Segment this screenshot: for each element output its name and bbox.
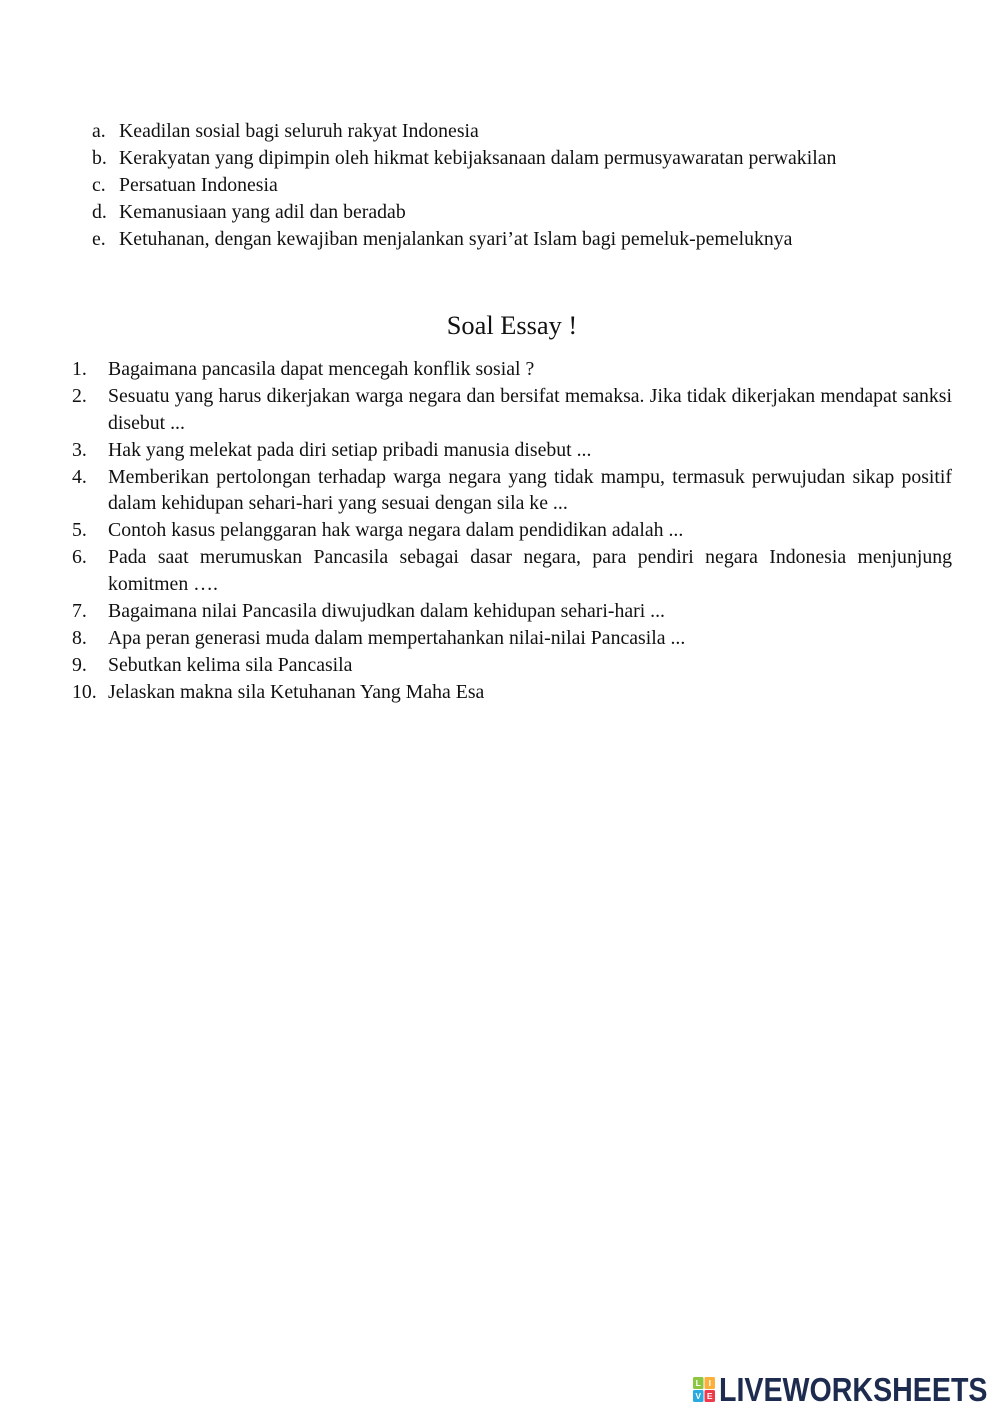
question-line: Sesuatu yang harus dikerjakan warga negara dan bersifat memaksa. Jika tidak dikerjakan mendapat sanksi [108, 384, 952, 407]
essay-question-7 [72, 598, 952, 625]
essay-question-3 [72, 437, 952, 464]
option-text: Kemanusiaan yang adil dan beradab [119, 201, 406, 223]
question-text [108, 598, 952, 625]
question-text [108, 679, 952, 706]
option-letter: e. [92, 228, 106, 250]
essay-question-10 [72, 679, 952, 706]
question-line: komitmen …. [108, 573, 218, 596]
essay-question-8 [72, 625, 952, 652]
liveworksheets-logo-icon [693, 1377, 715, 1402]
option-letter: b. [92, 147, 107, 169]
question-text [108, 437, 952, 464]
question-text [108, 652, 952, 679]
question-line: Contoh kasus pelanggaran hak warga negara dalam pendidikan adalah ... [108, 519, 684, 542]
question-number: 2. [72, 384, 87, 407]
option-text: Keadilan sosial bagi seluruh rakyat Indonesia [119, 120, 479, 142]
answer-option-e [92, 226, 836, 253]
logo-tile-letter: E [706, 1391, 713, 1401]
question-text [108, 544, 952, 598]
essay-question-4 [72, 464, 952, 518]
option-text: Kerakyatan yang dipimpin oleh hikmat kebijaksanaan dalam permusyawaratan perwakilan [119, 147, 837, 169]
question-line: Pada saat merumuskan Pancasila sebagai dasar negara, para pendiri negara Indonesia menjunjung [108, 546, 952, 569]
answer-option-b [92, 145, 836, 172]
question-text [108, 464, 952, 518]
option-letter: d. [92, 201, 107, 223]
question-text [108, 517, 952, 544]
question-line: disebut ... [108, 411, 185, 434]
question-line: Bagaimana pancasila dapat mencegah konflik sosial ? [108, 358, 535, 380]
answer-options-list [92, 118, 836, 253]
question-number: 6. [72, 546, 87, 569]
question-line: Bagaimana nilai Pancasila diwujudkan dalam kehidupan sehari-hari ... [108, 600, 665, 623]
logo-tile-letter: V [695, 1391, 702, 1401]
question-line: dalam kehidupan sehari-hari yang sesuai dengan sila ke ... [108, 492, 568, 515]
logo-tile-letter: L [695, 1378, 701, 1388]
question-number: 5. [72, 519, 87, 542]
question-line: Sebutkan kelima sila Pancasila [108, 653, 353, 676]
question-text [108, 356, 952, 383]
essay-question-5 [72, 517, 952, 544]
question-number: 10. [72, 680, 97, 703]
essay-section-title: Soal Essay ! [446, 310, 578, 340]
essay-question-2 [72, 383, 952, 437]
answer-option-a [92, 118, 836, 145]
question-line: Memberikan pertolongan terhadap warga negara yang tidak mampu, termasuk perwujudan sikap positif [108, 465, 952, 488]
question-number: 9. [72, 653, 87, 676]
question-number: 3. [72, 438, 87, 461]
option-text: Ketuhanan, dengan kewajiban menjalankan syari’at Islam bagi pemeluk-pemeluknya [119, 228, 793, 250]
essay-question-9 [72, 652, 952, 679]
answer-option-c [92, 172, 836, 199]
question-line: Jelaskan makna sila Ketuhanan Yang Maha Esa [108, 680, 485, 703]
logo-tile-letter: I [708, 1378, 711, 1388]
option-letter: a. [92, 120, 106, 142]
answer-option-d [92, 199, 836, 226]
liveworksheets-logo-text: LIVEWORKSHEETS [719, 1371, 988, 1410]
question-text [108, 383, 952, 437]
question-number: 7. [72, 600, 87, 623]
essay-question-6 [72, 544, 952, 598]
question-text [108, 625, 952, 652]
question-line: Hak yang melekat pada diri setiap pribadi manusia disebut ... [108, 438, 592, 461]
option-letter: c. [92, 174, 106, 196]
question-number: 1. [72, 358, 87, 380]
essay-question-list [72, 356, 952, 706]
essay-question-1 [72, 356, 952, 383]
question-line: Apa peran generasi muda dalam mempertahankan nilai-nilai Pancasila ... [108, 626, 686, 649]
question-number: 4. [72, 465, 87, 488]
question-number: 8. [72, 626, 87, 649]
option-text: Persatuan Indonesia [119, 174, 278, 196]
